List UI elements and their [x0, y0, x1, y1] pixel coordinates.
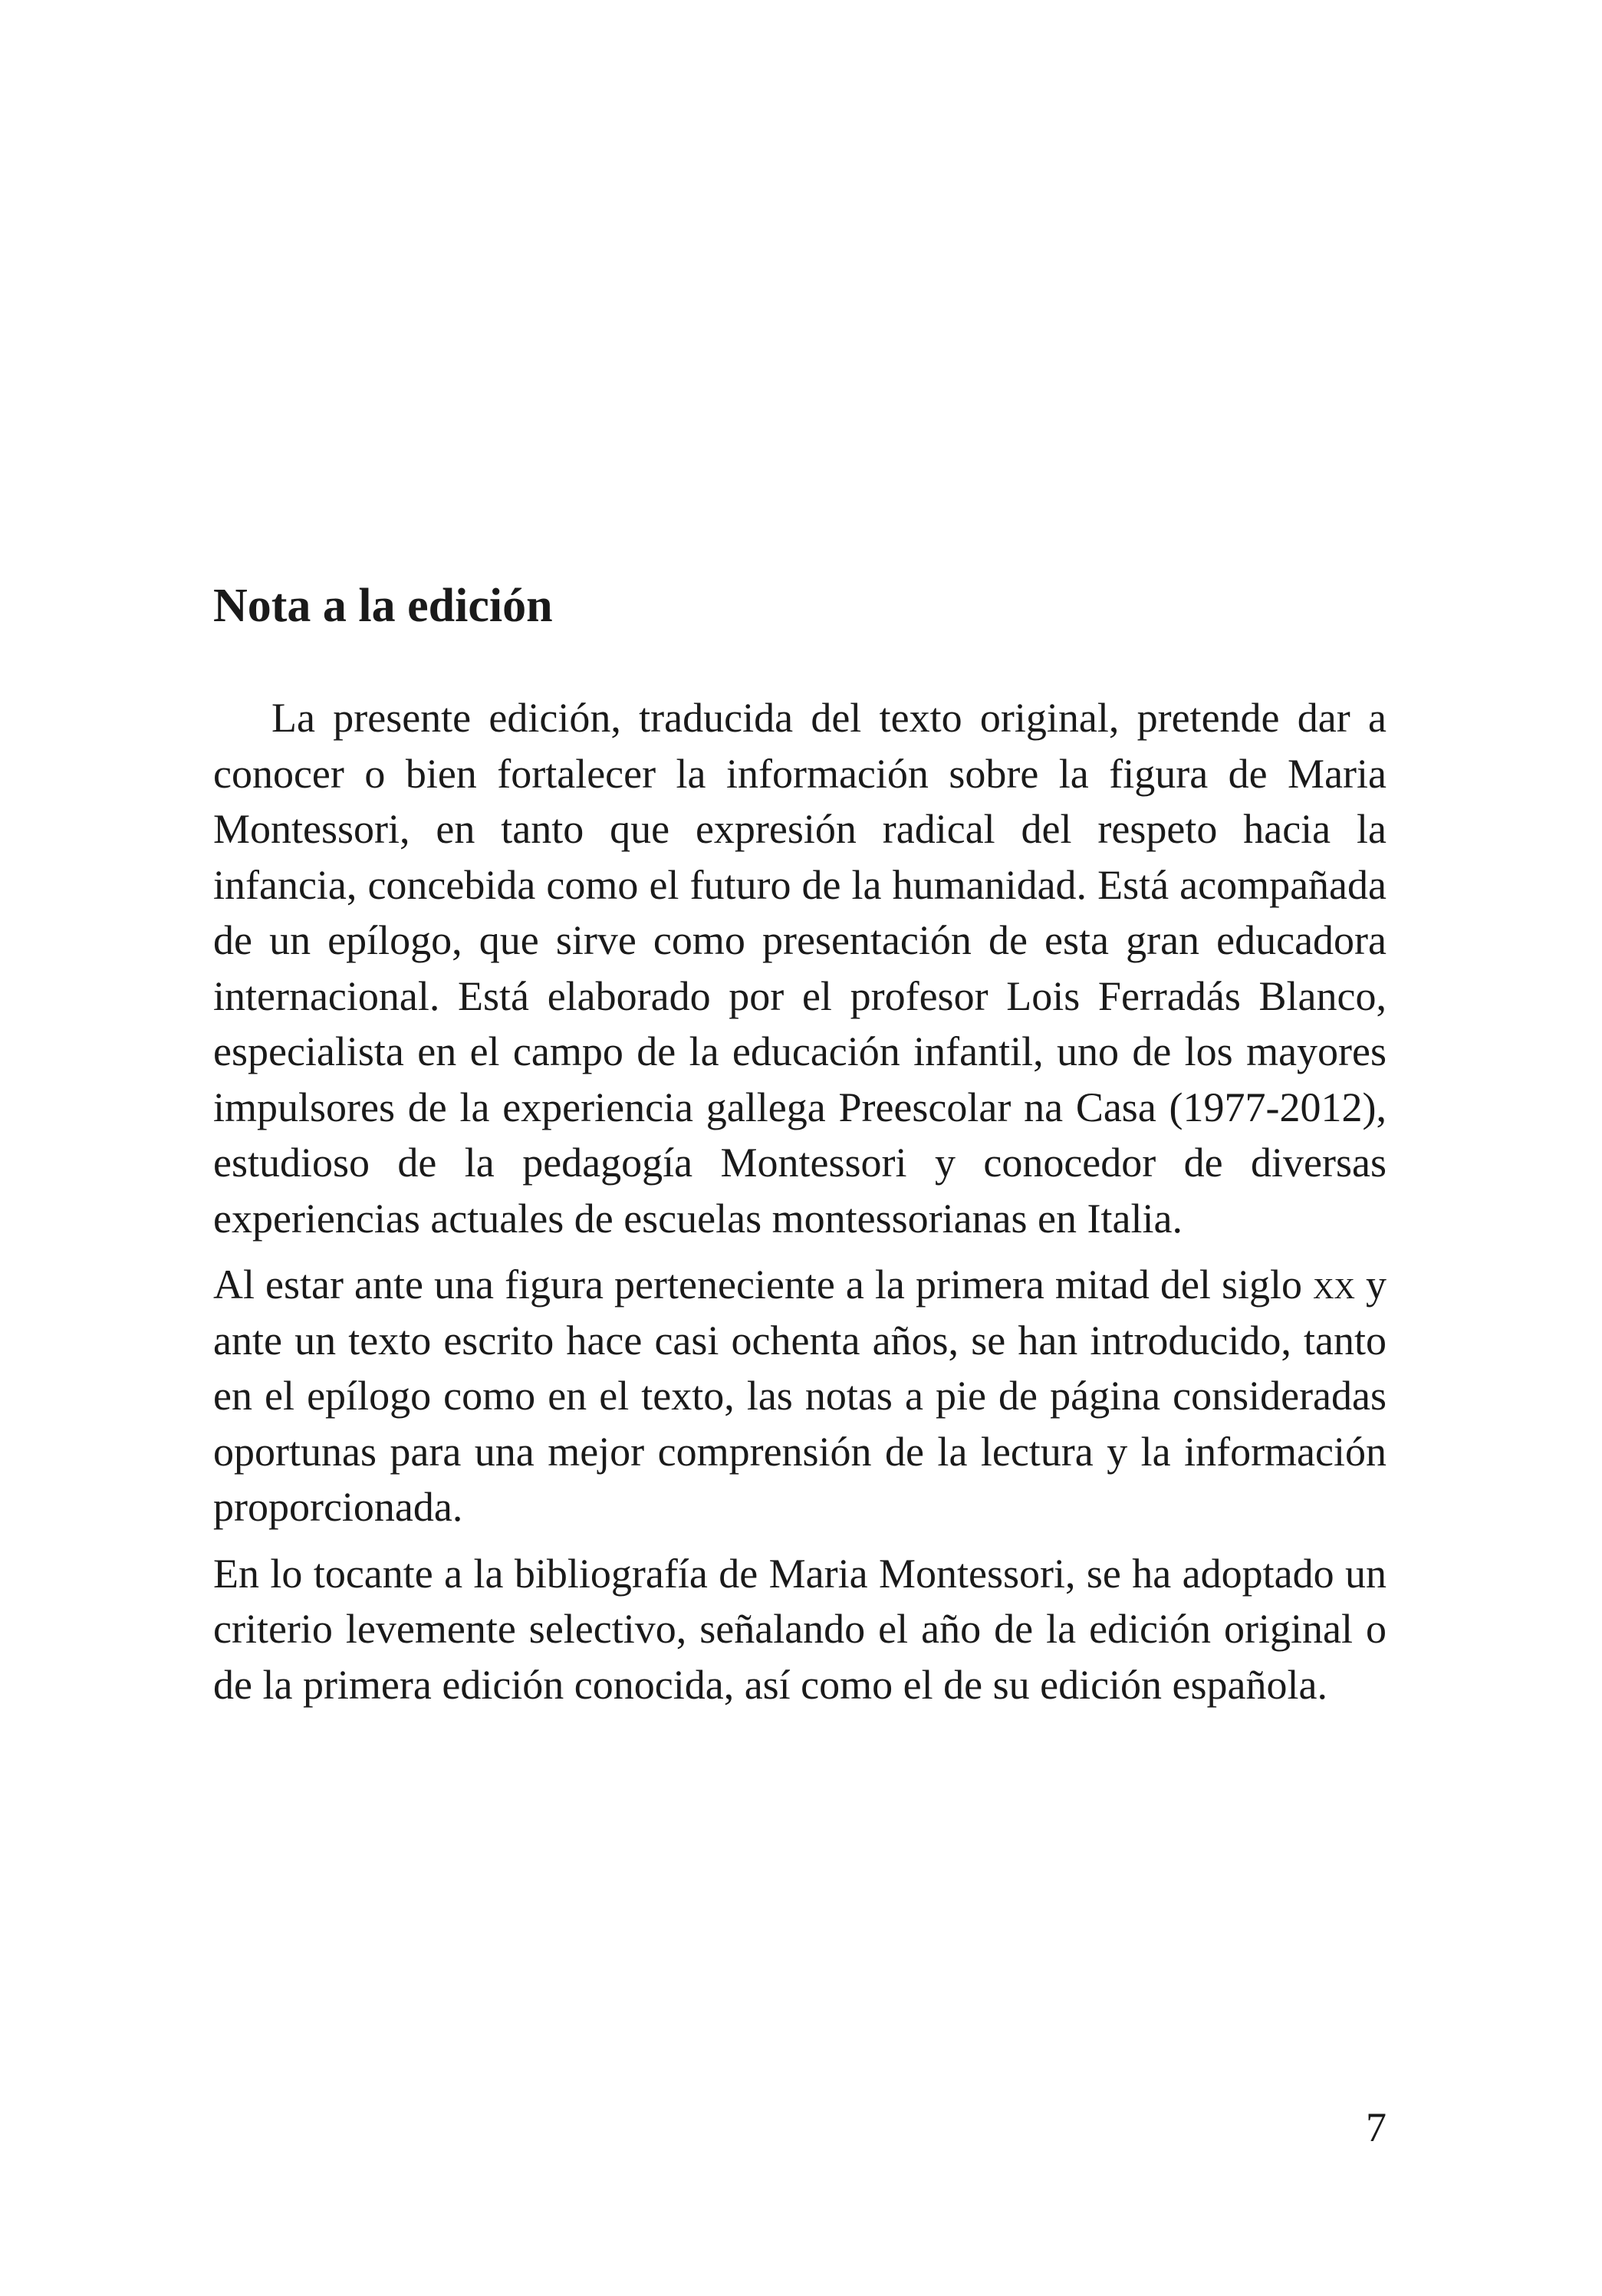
paragraph-2-start: Al estar ante una figura perteneciente a la primera mitad del siglo — [213, 1261, 1314, 1308]
page-number: 7 — [1366, 2104, 1387, 2150]
paragraph-2 — [213, 1257, 1387, 1535]
paragraph-2-end: y ante un texto escrito hace casi ochenta años, se han introducido, tanto en el epílogo como en el texto, las notas a pie de página consideradas oportunas para una mejor comprensión de la lectura y la información proporcionada. — [213, 1261, 1387, 1530]
page-title: Nota a la edición — [213, 580, 553, 632]
body-text — [213, 690, 1387, 1712]
paragraph-3: En lo tocante a la bibliografía de Maria Montessori, se ha adoptado un criterio levemente selectivo, señalando el año de la edición original o de la primera edición conocida, así como el de su edición española. — [213, 1550, 1387, 1708]
paragraph-1: La presente edición, traducida del texto original, pretende dar a conocer o bien fortalecer la información sobre la figura de Maria Montessori, en tanto que expresión radical del respeto hacia la infancia, concebida como el futuro de la humanidad. Está acompañada de un epílogo, que sirve como presentación de esta gran educadora internacional. Está elaborado por el profesor Lois Ferradás Blanco, especialista en el campo de la educación infantil, uno de los mayores impulsores de la experiencia gallega Preescolar na Casa (1977-2012), estudioso de la pedagogía Montessori y conocedor de diversas experiencias actuales de escuelas montessorianas en Italia. — [213, 695, 1387, 1242]
century-numeral: xx — [1313, 1261, 1355, 1308]
